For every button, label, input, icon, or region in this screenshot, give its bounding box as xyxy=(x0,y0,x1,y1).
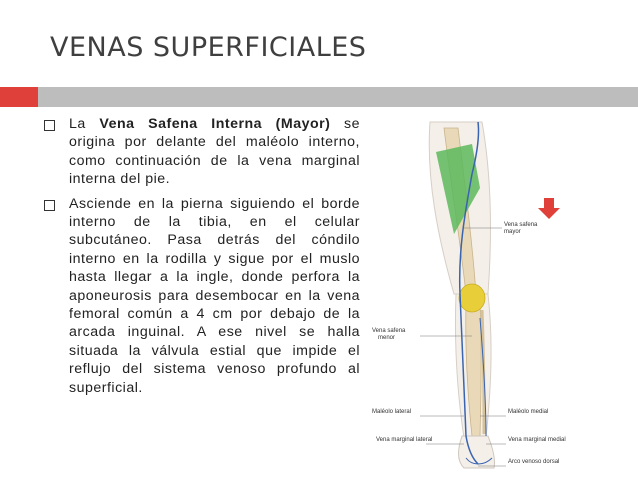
bullet-item-2 xyxy=(40,195,360,397)
label-lateral-malleolus: Maléolo lateral xyxy=(372,409,412,415)
label-ssv-line1: Vena safena xyxy=(372,328,406,334)
bullet-text-1 xyxy=(69,115,360,189)
down-arrow-icon xyxy=(538,198,560,219)
label-dorsal-venous-arch: Arco venoso dorsal xyxy=(508,459,560,465)
bullet-text-2: Asciende en la pierna siguiendo el borde interno de la tibia, en el celular subcutáneo. Pasa detrás del cóndilo interno en la rodilla y sigue por el muslo hasta llegar a la ingle, donde perfora la aponeurosis para desembocar en la vena femoral común a 4 cm por debajo de la arcada inguinal. A ese nivel se halla situada la válvula estial que impide el reflujo del sistema venoso profundo al superficial. xyxy=(69,195,360,396)
label-ssv-line2: menor xyxy=(378,335,396,341)
slide-title: VENAS SUPERFICIALES xyxy=(50,32,367,63)
label-gsv-line1: Vena safena xyxy=(504,222,538,228)
square-bullet-icon xyxy=(44,200,55,211)
accent-bar-red xyxy=(0,87,38,107)
square-bullet-icon xyxy=(44,120,55,131)
bullet-list xyxy=(40,115,360,403)
label-medial-malleolus: Maléolo medial xyxy=(508,409,549,415)
label-lateral-marginal-vein: Vena marginal lateral xyxy=(376,437,433,443)
label-gsv-line2: mayor xyxy=(504,229,521,235)
accent-bar-gray xyxy=(38,87,638,107)
bullet-1-bold: Vena Safena Interna (Mayor) xyxy=(99,116,331,132)
bullet-item-1 xyxy=(40,115,360,189)
leg-veins-illustration xyxy=(368,118,623,478)
knee-joint xyxy=(459,284,485,312)
bullet-1-pre: La xyxy=(69,116,100,132)
bullet-1-post: se origina por delante del maléolo interno, como continuación de la vena marginal interna del pie. xyxy=(69,116,360,188)
label-medial-marginal-vein: Vena marginal medial xyxy=(508,437,566,443)
